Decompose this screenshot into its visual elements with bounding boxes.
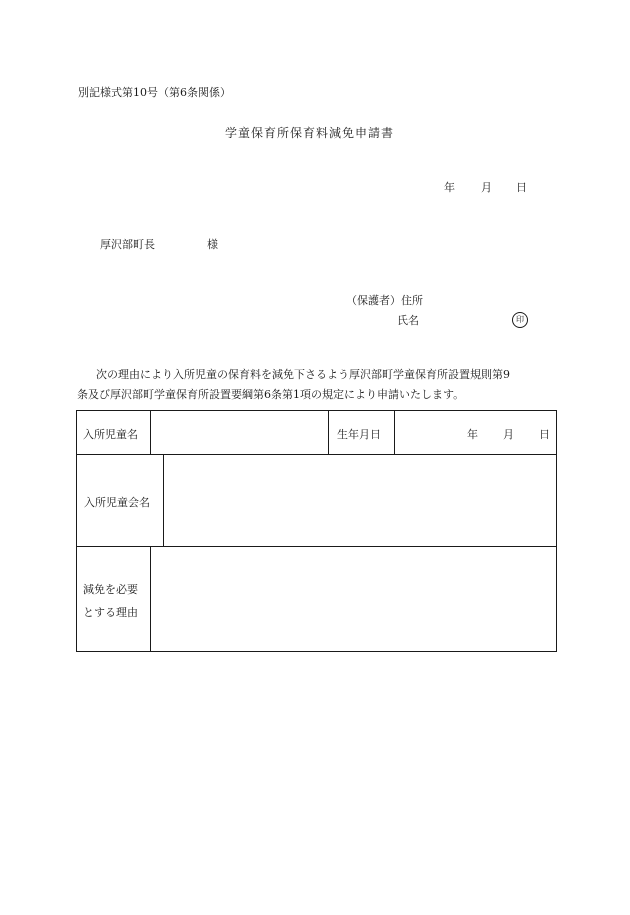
seal-mark: 印 bbox=[512, 312, 528, 328]
applicant-address-label: （保護者）住所 bbox=[346, 294, 423, 307]
birth-month-label: 月 bbox=[503, 428, 514, 441]
date-month-label: 月 bbox=[481, 181, 492, 194]
birth-date-label: 生年月日 bbox=[337, 428, 381, 441]
child-group-label: 入所児童会名 bbox=[84, 496, 150, 509]
form-number: 別記様式第10号（第6条関係） bbox=[78, 86, 231, 99]
table-divider bbox=[328, 410, 329, 454]
birth-year-label: 年 bbox=[467, 428, 478, 441]
body-text-line-1: 次の理由により入所児童の保育料を減免下さるよう厚沢部町学童保育所設置規則第9 bbox=[96, 368, 510, 381]
child-name-field[interactable] bbox=[151, 411, 327, 453]
reason-label-line-1: 減免を必要 bbox=[83, 583, 138, 596]
reason-label-line-2: とする理由 bbox=[83, 606, 138, 619]
body-text-line-2: 条及び厚沢部町学童保育所設置要綱第6条第1項の規定により申請いたします。 bbox=[77, 388, 465, 401]
addressee-name: 厚沢部町長 bbox=[100, 238, 155, 251]
date-day-label: 日 bbox=[516, 181, 527, 194]
addressee-honorific: 様 bbox=[207, 238, 218, 251]
document-title: 学童保育所保育料減免申請書 bbox=[225, 126, 395, 140]
date-year-label: 年 bbox=[444, 181, 455, 194]
reason-field[interactable] bbox=[151, 547, 556, 651]
birth-day-label: 日 bbox=[539, 428, 550, 441]
child-name-label: 入所児童名 bbox=[83, 428, 138, 441]
applicant-name-label: 氏名 bbox=[397, 314, 419, 327]
child-group-field[interactable] bbox=[164, 455, 556, 545]
